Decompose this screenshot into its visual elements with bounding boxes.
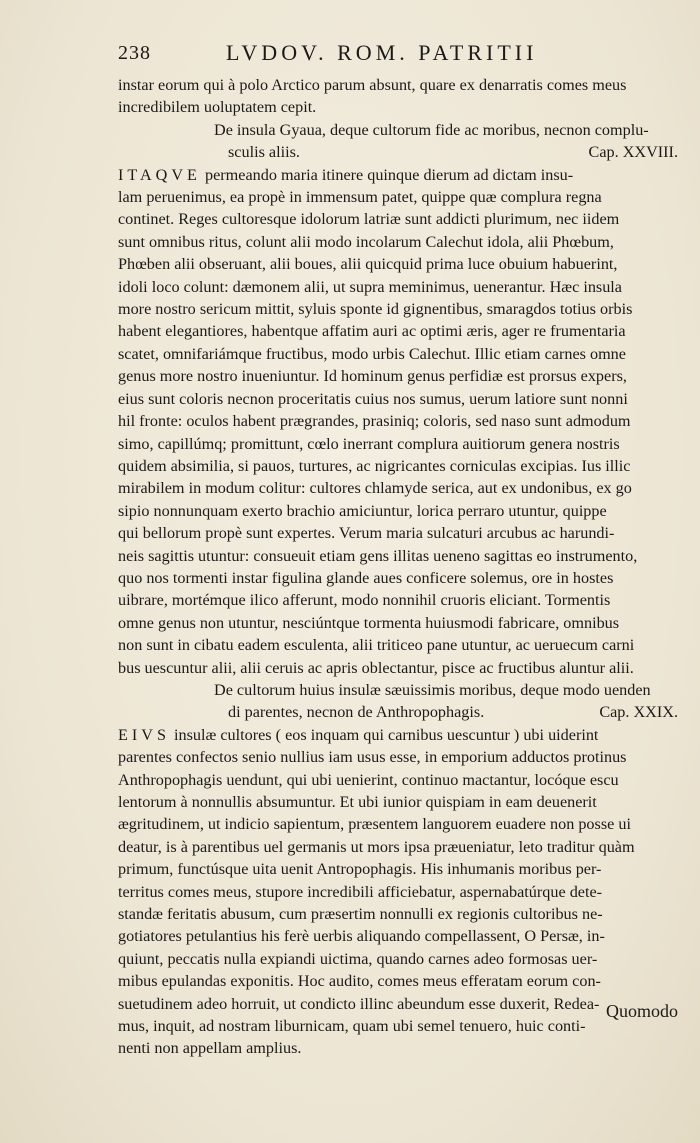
initial-word: EIVS (118, 725, 170, 744)
running-head: LVDOV. ROM. PATRITII (226, 40, 538, 65)
text-line: simo, capillúmq; promittunt, cœlo inerrant complura auitiorum genera nostris (118, 434, 620, 453)
chapter-heading (118, 701, 686, 723)
text-line: suetudinem adeo horruit, ut condicto illinc abeundum esse duxerit, Redea- (118, 994, 600, 1013)
text-line: sunt omnibus ritus, colunt alii modo incolarum Calechut idola, alii Phœbum, (118, 232, 614, 251)
text-line: idoli loco colunt: dæmonem alii, ut supra meminimus, uenerantur. Hæc insula (118, 277, 622, 296)
text-line: lentorum à nonnullis absumuntur. Et ubi iunior quispiam in eam deuenerit (118, 793, 597, 811)
text-line: non sunt in cibatu eadem esculenta, alii triticeo pane utuntur, ac ueruecum carni (118, 636, 635, 655)
text-line: ægritudinem, ut indicio sapientum, præsentem languorem euadere non posse ui (118, 815, 631, 834)
catchword: Quomodo (606, 1001, 678, 1021)
text-line: lam peruenimus, ea propè in immensum patet, quippe quæ complura regna (118, 188, 602, 207)
text-line: genus more nostro inueniuntur. Id hominum genus perfidiæ est prorsus expers, (118, 367, 627, 386)
text-line: neis sagittis utuntur: consueuit etiam gens illitas ueneno sagittas eo instrumento, (118, 546, 638, 565)
text-line: sipio nonnunquam exerto brachio amiciuntur, lorica perraro utuntur, quippe (118, 501, 607, 520)
text-line: standæ feritatis abusum, cum præsertim nonnulli ex regionis cultoribus ne- (118, 905, 603, 924)
text-line: mirabilem in modum colitur: cultores chlamyde serica, aut ex undonibus, ex go (118, 479, 632, 498)
initial-word: ITAQVE (118, 165, 201, 184)
text-line: parentes confectos senio nullius iam usus esse, in emporium adductos protinus (118, 748, 627, 767)
text-line: gotiatores petulantius his ferè uerbis aliquando compellassent, O Persæ, in- (118, 927, 605, 946)
text-line: more nostro sericum mittit, syluis sponte id gignentibus, smaragdos totius orbis (118, 300, 633, 319)
chapter-heading-line: di parentes, necnon de Anthropophagis. (228, 703, 485, 722)
text-line-rest: permeando maria itinere quinque dierum ad dictam insu- (205, 165, 574, 184)
text-line: scatet, omnifariámque fructibus, modo urbis Calechut. Illic etiam carnes omne (118, 344, 626, 363)
text-line: Phœben alii obseruant, alii boues, alii quicquid prima luce obuium habuerint, (118, 255, 618, 274)
chapter-number: Cap. XXIX. (599, 703, 678, 722)
text-line: territus comes meus, stupore incredibili afficiebatur, aspernabatúrque dete- (118, 882, 603, 901)
text-line (118, 724, 686, 746)
text-line: uibrare, mortémque ilico afferunt, modo nonnihil cruoris eliciant. Tormentis (118, 591, 611, 610)
chapter-heading: De cultorum huius insulæ sæuissimis moribus, deque modo uenden (214, 680, 651, 699)
text-line: continet. Reges cultoresque idolorum latriæ sunt addicti plurimum, nec iidem (118, 210, 620, 229)
text-line: instar eorum qui à polo Arctico parum absunt, quare ex denarratis comes meus (118, 76, 627, 94)
text-line: mus, inquit, ad nostram liburnicam, quam ubi semel tenuero, huic conti- (118, 1017, 586, 1036)
text-line: quiunt, peccatis nulla expiandi uictima, quando carnes adeo formosas uer- (118, 949, 598, 968)
text-line: omne genus non utuntur, nesciúntque tormenta huiusmodi fabricare, omnibus (118, 613, 620, 632)
text-line: Anthropophagis uendunt, qui ubi uenierint, continuo mactantur, locóque escu (118, 770, 619, 789)
text-line: qui bellorum propè sunt expertes. Verum maria sulcaturi arcubus ac harundi- (118, 524, 615, 543)
page-header (118, 40, 672, 70)
chapter-heading: De insula Gyaua, deque cultorum fide ac moribus, necnon complu- (214, 120, 649, 139)
text-line: bus uescuntur alii, alii ceruis ac apris oblectantur, pisce ac fructibus aluntur alii. (118, 658, 634, 677)
chapter-heading (118, 141, 686, 163)
text-line: incredibilem uoluptatem cepit. (118, 98, 317, 117)
text-line: nenti non appellam amplius. (118, 1039, 302, 1058)
text-line: eius sunt coloris necnon proceritatis cuius nos sumus, uerum latiore sunt nonni (118, 389, 628, 408)
text-line: primum, functúsque uita uenit Antropophagis. His inhumanis moribus per- (118, 860, 602, 879)
text-line: hil fronte: oculos habent prægrandes, prasiniq; coloris, sed naso sunt admodum (118, 412, 631, 431)
chapter-heading-line: sculis aliis. (228, 143, 300, 162)
text-line: mibus epulandas exponitis. Hoc audito, comes meus efferatam eorum con- (118, 972, 601, 991)
text-line: habent elegantiores, habentque affatim auri ac optimi æris, ager re frumentaria (118, 322, 626, 341)
chapter-number: Cap. XXVIII. (588, 143, 678, 162)
text-line: quo nos tormenti instar figulina glande aues conficere solemus, ore in hostes (118, 568, 614, 587)
text-line: quidem absimilia, si pauos, turtures, ac nigricantes corniculas excipias. Ius illic (118, 456, 631, 475)
text-line (118, 164, 686, 186)
page-number: 238 (118, 42, 151, 64)
text-line: deatur, is à parentibus uel germanis ut mors ipsa præueniatur, leto traditur quàm (118, 837, 635, 856)
text-line-rest: insulæ cultores ( eos inquam qui carnibus uescuntur ) ubi uiderint (174, 725, 599, 744)
main-text (118, 74, 686, 1060)
